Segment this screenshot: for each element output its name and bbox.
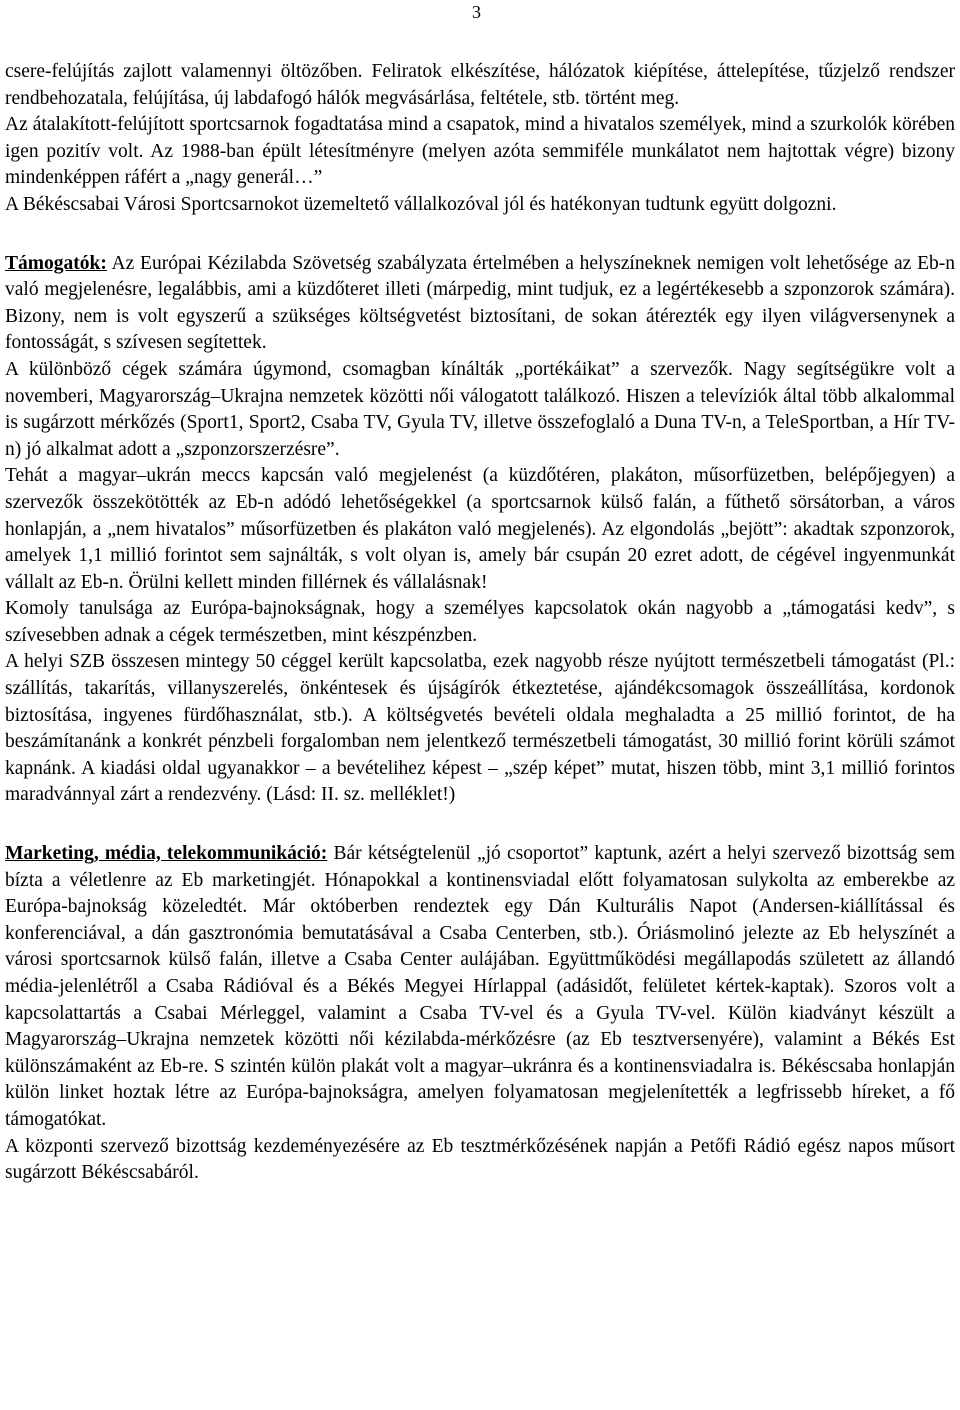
- marketing-heading: Marketing, média, telekommunikáció:: [5, 843, 328, 865]
- section-spacer: [5, 809, 955, 841]
- document-body: [5, 59, 955, 1187]
- sponsors-lead-text: Az Európai Kézilabda Szövetség szabályzata értelmében a helyszíneknek nemigen volt lehetősége az Eb-n való megjelenésre, legalábbis, ami a küzdőteret illeti (márpedig, mint tudjuk, ez a legértékesebb a szponzorok számára). Bizony, nem is volt egyszerű a szükséges költségvetést biztosítani, de sokan átérezték egy ilyen világversenynek a fontosságát, s szívesen segítettek.: [5, 252, 955, 354]
- page-number: 3: [472, 2, 481, 22]
- intro-paragraph: csere-felújítás zajlott valamennyi öltözőben. Feliratok elkészítése, hálózatok kiépítése, áttelepítése, tűzjelző rendszer rendbehozatala, felújítása, új labdafogó hálók megvásárlása, feltétele, stb. történt meg.: [5, 61, 955, 109]
- section-spacer: [5, 219, 955, 251]
- marketing-closing-paragraph: A központi szervező bizottság kezdeményezésére az Eb tesztmérkőzésének napján a Petőfi Rádió egész napos műsort sugárzott Békéscsabáról.: [5, 1135, 955, 1184]
- intro-paragraph: Az átalakított-felújított sportcsarnok fogadtatása mind a csapatok, mind a hivatalos személyek, mind a szurkolók körében igen pozitív volt. Az 1988-ban épült létesítményre (melyen azóta semmiféle munkálatot nem hajtottak végre) bizony mindenképpen ráfért a „nagy generál…”: [5, 114, 955, 189]
- marketing-section-lead: [5, 841, 955, 1134]
- sponsors-paragraph: A különböző cégek számára úgymond, csomagban kínálták „portékáikat” a szervezők. Nagy segítségükre volt a novemberi, Magyarország–Ukrajna nemzetek közötti női válogatott találkozó. Hiszen a televíziók által több alkalommal is sugárzott mérkőzés (Sport1, Sport2, Csaba TV, Gyula TV, illetve összefoglaló a Duna TV-n, a TeleSportban, a Hír TV-n) jó alkalmat adott a „szponzorszerzésre”.: [5, 358, 955, 460]
- marketing-lead-text: Bár kétségtelenül „jó csoportot” kaptunk, azért a helyi szervező bizottság sem bízta a véletlenre az Eb marketingjét. Hónapokkal a kontinensviadal előtt folyamatosan sulykolta az emberekbe az Európa-bajnokság közeledtét. Már októberben rendeztek egy Dán Kulturális Napot (Andersen-kiállítással és konferenciával, a dán gasztronómia bemutatásával a Csaba Centerben, stb.). Óriásmolinó jelezte az Eb helyszínét a városi sportcsarnok külső falán, illetve a Csaba Center aulájában. Együttműködési megállapodás született az állandó média-jelenlétről a Csaba Rádióval és a Békés Megyei Hírlappal (adásidőt, felületet kértek-kaptak). Szoros volt a kapcsolattartás a Csabai Mérleggel, valamint a Csaba TV-vel és a Gyula TV-vel. Külön kiadványt készült a Magyarország–Ukrajna nemzetek közötti női kézilabda-mérkőzésre (az Eb tesztversenyére), valamint a Békés Est különszámaként az Eb-re. S szintén külön plakát volt a magyar–ukránra és a kontinensviadalra is. Békéscsaba honlapján külön linket hoztak létre az Európa-bajnokságra, amelyen folyamatosan megjelenítették a legfrissebb híreket, a fő támogatókat.: [5, 843, 955, 1130]
- sponsors-heading: Támogatók:: [5, 252, 107, 274]
- intro-paragraph: A Békéscsabai Városi Sportcsarnokot üzemeltető vállalkozóval jól és hatékonyan tudtunk együtt dolgozni.: [5, 193, 837, 215]
- sponsors-paragraph: Komoly tanulsága az Európa-bajnokságnak, hogy a személyes kapcsolatok okán nagyobb a „támogatási kedv”, s szívesebben adnak a cégek természetben, mint készpénzben.: [5, 598, 955, 646]
- sponsors-section-lead: [5, 251, 955, 357]
- sponsors-paragraph: A helyi SZB összesen mintegy 50 céggel került kapcsolatba, ezek nagyobb része nyújtott természetbeli támogatást (Pl.: szállítás, takarítás, villanyszerelés, önkéntesek és újságírók étkeztetése, ajándékcsomagok összeállítása, kordonok biztosítása, ingyenes fürdőhasználat, stb.). A költségvetés bevételi oldala meghaladta a 25 millió forintot, de ha beszámítanánk a konkrét pénzbeli forgalomban nem jelentkező természetbeli támogatást, 30 millió forint körüli számot kapnánk. A kiadási oldal ugyanakkor – a bevételihez képest – „szép képet” mutat, hiszen több, mint 3,1 millió forintos maradvánnyal zárt a rendezvény. (Lásd: II. sz. melléklet!): [5, 651, 955, 806]
- sponsors-paragraph: Tehát a magyar–ukrán meccs kapcsán való megjelenést (a küzdőtéren, plakáton, műsorfüzetben, belépőjegyen) a szervezők összekötötték az Eb-n adódó lehetőségekkel (a sportcsarnok külső falán, a fűthető sörsátorban, a város honlapján, a „nem hivatalos” műsorfüzetben és plakáton való megjelenés). Az elgondolás „bejött”: akadtak szponzorok, amelyek 1,1 millió forintot sem sajnálták, s volt olyan is, amely bár csupán 20 ezret adott, de cégével ingyenmunkát vállalt az Eb-n. Örülni kellett minden fillérnek és vállalásnak!: [5, 465, 955, 593]
